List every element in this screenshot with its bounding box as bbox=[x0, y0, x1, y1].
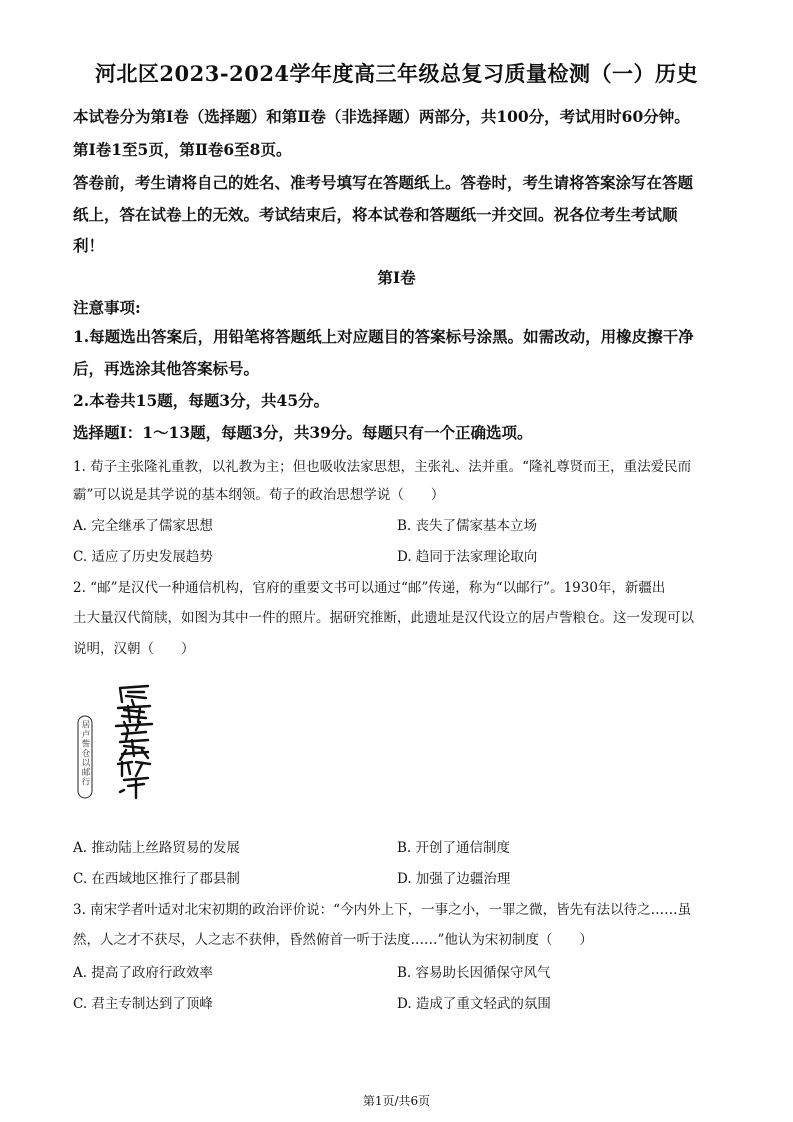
section-title: 第Ⅰ卷 bbox=[377, 268, 416, 287]
q3-stem-line-2: 然，人之才不获尽，人之志不获伸，昏然俯首一听于法度……”他认为宋初制度（ ） bbox=[73, 932, 593, 948]
q3-option-b: B. 容易助长因循保守风气 bbox=[397, 965, 551, 981]
q2-option-b: B. 开创了通信制度 bbox=[397, 840, 511, 856]
intro-line-2: 第Ⅰ卷1至5页，第Ⅱ卷6至8页。 bbox=[73, 140, 292, 159]
q1-stem-line-1: 1. 荀子主张隆礼重教，以礼教为主；但也吸收法家思想，主张礼、法并重。“隆礼尊贤而王，重法爱民而 bbox=[73, 459, 692, 475]
q1-option-d: D. 趋同于法家理论取向 bbox=[397, 549, 538, 565]
q1-option-c: C. 适应了历史发展趋势 bbox=[73, 549, 213, 565]
q3-option-c: C. 君主专制达到了顶峰 bbox=[73, 996, 213, 1012]
q1-option-a: A. 完全继承了儒家思想 bbox=[73, 518, 213, 534]
intro-line-3: 答卷前，考生请将自己的姓名、准考号填写在答题纸上。答卷时，考生请将答案涂写在答题 bbox=[73, 173, 694, 192]
q2-option-d: D. 加强了边疆治理 bbox=[397, 871, 511, 887]
q2-option-a: A. 推动陆上丝路贸易的发展 bbox=[73, 840, 240, 856]
notes-heading: 注意事项: bbox=[73, 298, 141, 317]
choice-instruction: 选择题Ⅰ：1～13题，每题3分，共39分。每题只有一个正确选项。 bbox=[73, 423, 533, 442]
note-2: 2.本卷共15题，每题3分，共45分。 bbox=[73, 391, 330, 410]
bamboo-slip-image bbox=[76, 680, 166, 800]
q1-stem-line-2: 霸”可以说是其学说的基本纲领。荀子的政治思想学说（ ） bbox=[73, 487, 445, 503]
note-1b: 后，再选涂其他答案标号。 bbox=[73, 359, 260, 378]
note-1a: 1.每题选出答案后，用铅笔将答题纸上对应题目的答案标号涂黑。如需改动，用橡皮擦干净 bbox=[73, 327, 694, 346]
bamboo-slip-figure bbox=[76, 680, 166, 800]
q2-stem-line-3: 说明，汉朝（ ） bbox=[73, 641, 195, 657]
q3-option-a: A. 提高了政府行政效率 bbox=[73, 965, 213, 981]
exam-title: 河北区2023-2024学年度高三年级总复习质量检测（一）历史 bbox=[94, 61, 699, 86]
handwritten-characters bbox=[116, 686, 152, 798]
q2-stem-line-1: 2. “邮”是汉代一种通信机构，官府的重要文书可以通过“邮”传递，称为“以邮行”。1930年，新疆出 bbox=[73, 580, 666, 596]
page-footer: 第1页/共6页 bbox=[362, 1094, 431, 1108]
intro-line-4: 纸上，答在试卷上的无效。考试结束后，将本试卷和答题纸一并交回。祝各位考生考试顺 bbox=[73, 205, 678, 224]
intro-line-5: 利！ bbox=[73, 236, 105, 255]
figure-caption: 居卢訾仓以邮行 bbox=[80, 720, 90, 787]
q1-option-b: B. 丧失了儒家基本立场 bbox=[397, 518, 538, 534]
q2-stem-line-2: 土大量汉代简牍，如图为其中一件的照片。据研究推断，此遗址是汉代设立的居卢訾粮仓。这一发现可以 bbox=[73, 610, 694, 626]
intro-line-1: 本试卷分为第Ⅰ卷（选择题）和第Ⅱ卷（非选择题）两部分，共100分，考试用时60分钟。 bbox=[73, 107, 690, 126]
q2-option-c: C. 在西域地区推行了郡县制 bbox=[73, 871, 240, 887]
q3-stem-line-1: 3. 南宋学者叶适对北宋初期的政治评价说：“今内外上下，一事之小，一罪之微，皆先有法以待之……虽 bbox=[73, 902, 692, 918]
q3-option-d: D. 造成了重文轻武的氛围 bbox=[397, 996, 551, 1012]
